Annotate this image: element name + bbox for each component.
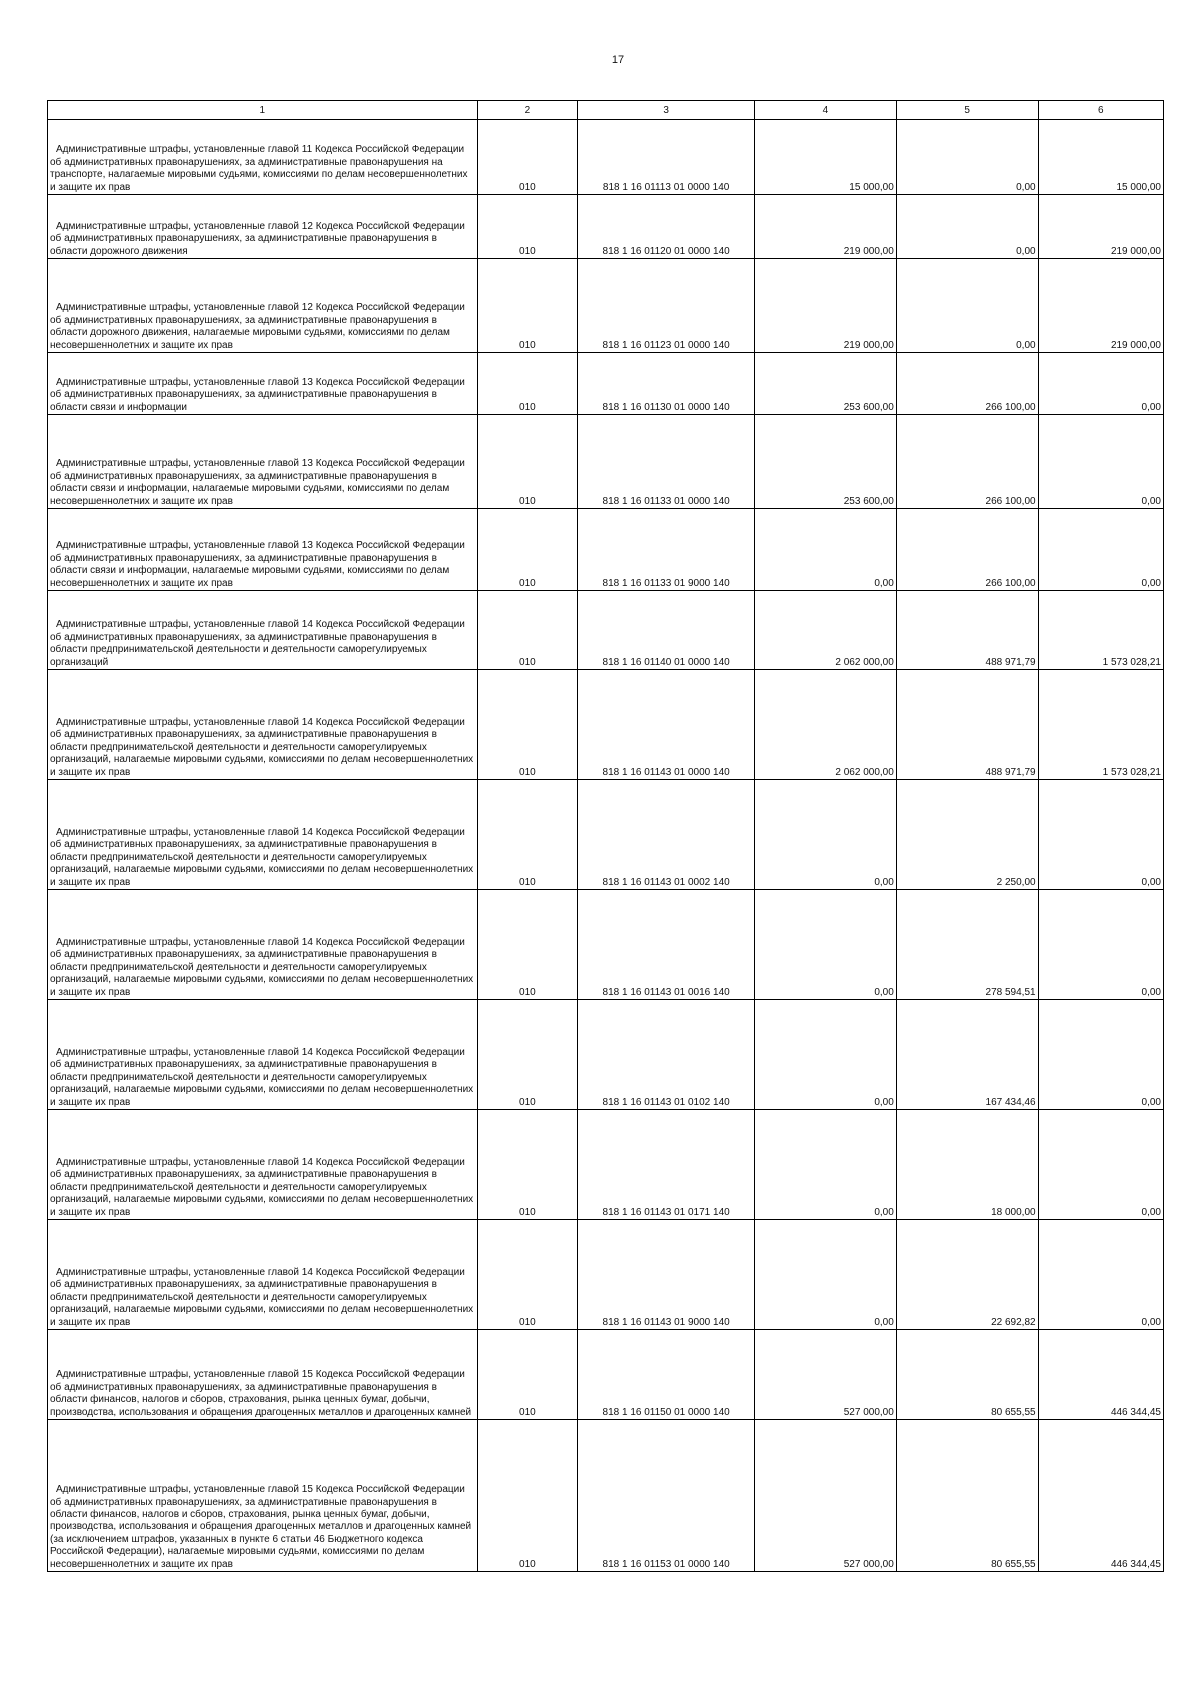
row-description bbox=[48, 259, 478, 353]
row-description bbox=[48, 1110, 478, 1220]
row-value-5: 80 655,55 bbox=[896, 1330, 1038, 1420]
row-value-4: 0,00 bbox=[755, 1110, 897, 1220]
row-kbk: 818 1 16 01143 01 0000 140 bbox=[578, 670, 755, 780]
row-value-4: 527 000,00 bbox=[755, 1420, 897, 1572]
row-description bbox=[48, 591, 478, 670]
row-value-6: 0,00 bbox=[1038, 1110, 1163, 1220]
row-description bbox=[48, 1220, 478, 1330]
row-value-6: 0,00 bbox=[1038, 1220, 1163, 1330]
row-value-6: 446 344,45 bbox=[1038, 1330, 1163, 1420]
row-description-text: Административные штрафы, установленные главой 13 Кодекса Российской Федерации об административных правонарушениях, за административные правонарушения в области связи и информации, налагаемые мировыми судьями, комиссиями по делам несовершеннолетних и защите их прав bbox=[50, 540, 465, 589]
row-value-5: 167 434,46 bbox=[896, 1000, 1038, 1110]
row-description bbox=[48, 509, 478, 591]
row-value-5: 18 000,00 bbox=[896, 1110, 1038, 1220]
row-value-6: 0,00 bbox=[1038, 1000, 1163, 1110]
row-value-5: 0,00 bbox=[896, 259, 1038, 353]
column-header-3: 3 bbox=[578, 101, 755, 120]
row-kbk: 818 1 16 01143 01 0102 140 bbox=[578, 1000, 755, 1110]
row-value-6: 0,00 bbox=[1038, 415, 1163, 509]
table-row bbox=[48, 120, 1164, 195]
row-description bbox=[48, 120, 478, 195]
row-description-text: Административные штрафы, установленные главой 15 Кодекса Российской Федерации об административных правонарушениях, за административные правонарушения в области финансов, налогов и сборов, страхования, рынка ценных бумаг, добычи, производства, использования и обращения драгоценных металлов и драгоценных камней bbox=[50, 1369, 472, 1418]
row-value-5: 488 971,79 bbox=[896, 591, 1038, 670]
row-value-4: 0,00 bbox=[755, 1000, 897, 1110]
row-kbk: 818 1 16 01143 01 0171 140 bbox=[578, 1110, 755, 1220]
row-description-text: Административные штрафы, установленные главой 13 Кодекса Российской Федерации об административных правонарушениях, за административные правонарушения в области связи и информации bbox=[50, 376, 465, 413]
row-description-text: Административные штрафы, установленные главой 14 Кодекса Российской Федерации об административных правонарушениях, за административные правонарушения в области предпринимательской деятельности и деятельности саморегулируемых организаций bbox=[50, 619, 465, 668]
row-value-4: 2 062 000,00 bbox=[755, 670, 897, 780]
row-kbk: 818 1 16 01140 01 0000 140 bbox=[578, 591, 755, 670]
table-row bbox=[48, 890, 1164, 1000]
row-code: 010 bbox=[477, 353, 578, 415]
row-code: 010 bbox=[477, 195, 578, 259]
row-description-text: Административные штрафы, установленные главой 14 Кодекса Российской Федерации об административных правонарушениях, за административные правонарушения в области предпринимательской деятельности и деятельности саморегулируемых организаций, налагаемые мировыми судьями, комиссиями по делам несовершеннолетних и защите их прав bbox=[50, 936, 474, 998]
row-description-text: Административные штрафы, установленные главой 14 Кодекса Российской Федерации об административных правонарушениях, за административные правонарушения в области предпринимательской деятельности и деятельности саморегулируемых организаций, налагаемые мировыми судьями, комиссиями по делам несовершеннолетних и защите их прав bbox=[50, 716, 474, 778]
row-kbk: 818 1 16 01143 01 9000 140 bbox=[578, 1220, 755, 1330]
row-code: 010 bbox=[477, 259, 578, 353]
row-code: 010 bbox=[477, 1420, 578, 1572]
row-value-4: 0,00 bbox=[755, 1220, 897, 1330]
row-value-6: 446 344,45 bbox=[1038, 1420, 1163, 1572]
row-code: 010 bbox=[477, 415, 578, 509]
row-kbk: 818 1 16 01123 01 0000 140 bbox=[578, 259, 755, 353]
table-row bbox=[48, 509, 1164, 591]
row-value-5: 266 100,00 bbox=[896, 415, 1038, 509]
row-description-text: Административные штрафы, установленные главой 11 Кодекса Российской Федерации об административных правонарушениях, за административные правонарушения на транспорте, налагаемые мировыми судьями, комиссиями по делам несовершеннолетних и защите их прав bbox=[50, 144, 468, 193]
row-value-4: 253 600,00 bbox=[755, 415, 897, 509]
table-row bbox=[48, 1330, 1164, 1420]
table-row bbox=[48, 195, 1164, 259]
row-code: 010 bbox=[477, 1220, 578, 1330]
table-row bbox=[48, 1000, 1164, 1110]
table-row bbox=[48, 670, 1164, 780]
row-description bbox=[48, 353, 478, 415]
table-row bbox=[48, 415, 1164, 509]
row-value-6: 0,00 bbox=[1038, 780, 1163, 890]
row-description bbox=[48, 670, 478, 780]
row-value-6: 219 000,00 bbox=[1038, 259, 1163, 353]
row-value-4: 253 600,00 bbox=[755, 353, 897, 415]
row-value-6: 0,00 bbox=[1038, 353, 1163, 415]
row-value-4: 219 000,00 bbox=[755, 259, 897, 353]
row-value-6: 0,00 bbox=[1038, 890, 1163, 1000]
row-description-text: Административные штрафы, установленные главой 14 Кодекса Российской Федерации об административных правонарушениях, за административные правонарушения в области предпринимательской деятельности и деятельности саморегулируемых организаций, налагаемые мировыми судьями, комиссиями по делам несовершеннолетних и защите их прав bbox=[50, 826, 474, 888]
row-code: 010 bbox=[477, 1330, 578, 1420]
row-value-5: 488 971,79 bbox=[896, 670, 1038, 780]
column-header-5: 5 bbox=[896, 101, 1038, 120]
row-description-text: Административные штрафы, установленные главой 14 Кодекса Российской Федерации об административных правонарушениях, за административные правонарушения в области предпринимательской деятельности и деятельности саморегулируемых организаций, налагаемые мировыми судьями, комиссиями по делам несовершеннолетних и защите их прав bbox=[50, 1156, 474, 1218]
row-value-5: 0,00 bbox=[896, 120, 1038, 195]
row-description bbox=[48, 1330, 478, 1420]
row-description-text: Административные штрафы, установленные главой 13 Кодекса Российской Федерации об административных правонарушениях, за административные правонарушения в области связи и информации, налагаемые мировыми судьями, комиссиями по делам несовершеннолетних и защите их прав bbox=[50, 458, 465, 507]
row-code: 010 bbox=[477, 591, 578, 670]
row-kbk: 818 1 16 01150 01 0000 140 bbox=[578, 1330, 755, 1420]
row-code: 010 bbox=[477, 780, 578, 890]
row-value-6: 1 573 028,21 bbox=[1038, 670, 1163, 780]
row-description bbox=[48, 1000, 478, 1110]
row-value-5: 22 692,82 bbox=[896, 1220, 1038, 1330]
row-kbk: 818 1 16 01133 01 9000 140 bbox=[578, 509, 755, 591]
table-row bbox=[48, 1110, 1164, 1220]
row-kbk: 818 1 16 01130 01 0000 140 bbox=[578, 353, 755, 415]
row-value-5: 278 594,51 bbox=[896, 890, 1038, 1000]
table-row bbox=[48, 1420, 1164, 1572]
row-description-text: Административные штрафы, установленные главой 15 Кодекса Российской Федерации об административных правонарушениях, за административные правонарушения в области финансов, налогов и сборов, страхования, рынка ценных бумаг, добычи, производства, использования и обращения драгоценных металлов и драгоценных камней (за исключением штрафов, указанных в пункте 6 статьи 46 Бюджетного кодекса Российской Федерации), налагаемые мировыми судьями, комиссиями по делам несовершеннолетних и защите их прав bbox=[50, 1484, 472, 1570]
row-description-text: Административные штрафы, установленные главой 14 Кодекса Российской Федерации об административных правонарушениях, за административные правонарушения в области предпринимательской деятельности и деятельности саморегулируемых организаций, налагаемые мировыми судьями, комиссиями по делам несовершеннолетних и защите их прав bbox=[50, 1266, 474, 1328]
column-header-6: 6 bbox=[1038, 101, 1163, 120]
row-description bbox=[48, 195, 478, 259]
row-code: 010 bbox=[477, 670, 578, 780]
table-row bbox=[48, 353, 1164, 415]
row-value-5: 2 250,00 bbox=[896, 780, 1038, 890]
row-value-4: 0,00 bbox=[755, 509, 897, 591]
row-code: 010 bbox=[477, 890, 578, 1000]
row-description bbox=[48, 780, 478, 890]
column-header-4: 4 bbox=[755, 101, 897, 120]
row-value-5: 0,00 bbox=[896, 195, 1038, 259]
row-value-6: 1 573 028,21 bbox=[1038, 591, 1163, 670]
row-value-5: 80 655,55 bbox=[896, 1420, 1038, 1572]
row-description-text: Административные штрафы, установленные главой 12 Кодекса Российской Федерации об административных правонарушениях, за административные правонарушения в области дорожного движения, налагаемые мировыми судьями, комиссиями по делам несовершеннолетних и защите их прав bbox=[50, 302, 465, 351]
row-description-text: Административные штрафы, установленные главой 14 Кодекса Российской Федерации об административных правонарушениях, за административные правонарушения в области предпринимательской деятельности и деятельности саморегулируемых организаций, налагаемые мировыми судьями, комиссиями по делам несовершеннолетних и защите их прав bbox=[50, 1046, 474, 1108]
row-value-4: 527 000,00 bbox=[755, 1330, 897, 1420]
row-description bbox=[48, 415, 478, 509]
header-row bbox=[48, 101, 1164, 120]
row-value-5: 266 100,00 bbox=[896, 353, 1038, 415]
row-value-5: 266 100,00 bbox=[896, 509, 1038, 591]
row-kbk: 818 1 16 01153 01 0000 140 bbox=[578, 1420, 755, 1572]
row-code: 010 bbox=[477, 1000, 578, 1110]
row-value-4: 2 062 000,00 bbox=[755, 591, 897, 670]
table-row bbox=[48, 780, 1164, 890]
row-code: 010 bbox=[477, 509, 578, 591]
row-description-text: Административные штрафы, установленные главой 12 Кодекса Российской Федерации об административных правонарушениях, за административные правонарушения в области дорожного движения bbox=[50, 220, 465, 257]
row-value-6: 219 000,00 bbox=[1038, 195, 1163, 259]
table-row bbox=[48, 591, 1164, 670]
column-header-1: 1 bbox=[48, 101, 478, 120]
row-value-4: 0,00 bbox=[755, 890, 897, 1000]
page-number: 17 bbox=[611, 54, 625, 66]
row-kbk: 818 1 16 01113 01 0000 140 bbox=[578, 120, 755, 195]
fines-revenue-table bbox=[47, 100, 1164, 1572]
row-code: 010 bbox=[477, 1110, 578, 1220]
table-row bbox=[48, 259, 1164, 353]
row-code: 010 bbox=[477, 120, 578, 195]
row-value-4: 219 000,00 bbox=[755, 195, 897, 259]
row-kbk: 818 1 16 01120 01 0000 140 bbox=[578, 195, 755, 259]
table-row bbox=[48, 1220, 1164, 1330]
row-description bbox=[48, 890, 478, 1000]
column-header-2: 2 bbox=[477, 101, 578, 120]
row-description bbox=[48, 1420, 478, 1572]
row-value-6: 0,00 bbox=[1038, 509, 1163, 591]
row-kbk: 818 1 16 01133 01 0000 140 bbox=[578, 415, 755, 509]
row-value-4: 15 000,00 bbox=[755, 120, 897, 195]
row-kbk: 818 1 16 01143 01 0002 140 bbox=[578, 780, 755, 890]
row-value-4: 0,00 bbox=[755, 780, 897, 890]
row-value-6: 15 000,00 bbox=[1038, 120, 1163, 195]
row-kbk: 818 1 16 01143 01 0016 140 bbox=[578, 890, 755, 1000]
